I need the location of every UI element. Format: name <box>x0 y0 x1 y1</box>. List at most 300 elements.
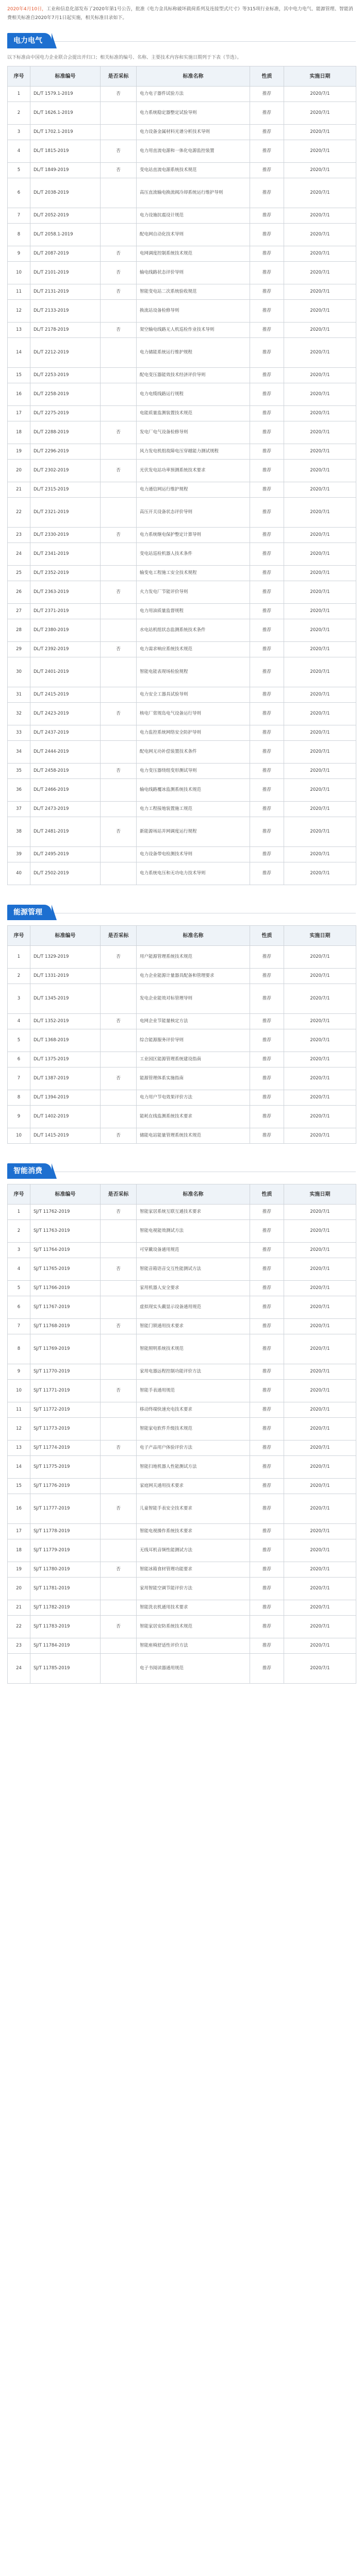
cell-name: 高压开关设备状态评价导则 <box>137 498 250 528</box>
cell-name: 配电网无功补偿装置技术条件 <box>137 741 250 764</box>
cell-index: 6 <box>8 1296 30 1319</box>
cell-type: 推荐 <box>250 1319 284 1334</box>
section-spacer <box>0 1144 363 1153</box>
cell-index: 19 <box>8 1562 30 1578</box>
cell-adopted <box>101 802 137 817</box>
cell-name: 电子产品用户体验评价方法 <box>137 1440 250 1456</box>
cell-index: 5 <box>8 1281 30 1296</box>
cell-code: DL/T 2401-2019 <box>30 657 101 687</box>
table-row <box>8 1364 356 1380</box>
cell-name: 电力设备带电检测技术导则 <box>137 847 250 862</box>
cell-type: 推荐 <box>250 619 284 642</box>
cell-index: 7 <box>8 1319 30 1334</box>
cell-code: DL/T 2253-2019 <box>30 368 101 383</box>
cell-date: 2020/7/1 <box>284 817 356 847</box>
cell-adopted <box>101 368 137 383</box>
cell-date: 2020/7/1 <box>284 1106 356 1128</box>
cell-name: 光伏发电站功率预测系统技术要求 <box>137 460 250 482</box>
cell-adopted <box>101 725 137 741</box>
cell-index: 26 <box>8 581 30 604</box>
cell-date: 2020/7/1 <box>284 208 356 224</box>
column-header: 是否采标 <box>101 66 137 87</box>
table-row <box>8 1578 356 1600</box>
cell-index: 7 <box>8 208 30 224</box>
cell-index: 11 <box>8 284 30 300</box>
cell-type: 推荐 <box>250 1402 284 1418</box>
cell-adopted <box>101 482 137 498</box>
cell-date: 2020/7/1 <box>284 1578 356 1600</box>
cell-date: 2020/7/1 <box>284 1258 356 1281</box>
cell-type: 推荐 <box>250 1067 284 1090</box>
cell-name: 智能电视能效测试方法 <box>137 1220 250 1243</box>
cell-name: 电能质量监测装置技术规范 <box>137 406 250 421</box>
column-header: 标准编号 <box>30 66 101 87</box>
cell-name: 智能门锁通用技术要求 <box>137 1319 250 1334</box>
cell-name: 电力需求响应系统技术规范 <box>137 642 250 657</box>
cell-date: 2020/7/1 <box>284 1029 356 1052</box>
cell-code: SJ/T 11780-2019 <box>30 1562 101 1578</box>
cell-adopted <box>101 566 137 581</box>
cell-adopted: 否 <box>101 1319 137 1334</box>
cell-date: 2020/7/1 <box>284 460 356 482</box>
cell-type: 推荐 <box>250 87 284 102</box>
cell-adopted <box>101 498 137 528</box>
cell-date: 2020/7/1 <box>284 847 356 862</box>
cell-index: 27 <box>8 604 30 619</box>
cell-index: 17 <box>8 1524 30 1539</box>
cell-date: 2020/7/1 <box>284 566 356 581</box>
table-row <box>8 1014 356 1029</box>
cell-type: 推荐 <box>250 1562 284 1578</box>
cell-index: 16 <box>8 1494 30 1524</box>
cell-type: 推荐 <box>250 1654 284 1684</box>
table-row <box>8 246 356 262</box>
cell-code: DL/T 1394-2019 <box>30 1090 101 1106</box>
cell-code: DL/T 2302-2019 <box>30 460 101 482</box>
cell-index: 2 <box>8 969 30 984</box>
table-header-row <box>8 1184 356 1205</box>
cell-date: 2020/7/1 <box>284 1067 356 1090</box>
cell-adopted <box>101 1578 137 1600</box>
cell-code: SJ/T 11762-2019 <box>30 1205 101 1220</box>
column-header: 序号 <box>8 926 30 946</box>
column-header: 标准编号 <box>30 1184 101 1205</box>
cell-name: 水电站机组状态监测系统技术条件 <box>137 619 250 642</box>
table-row <box>8 1052 356 1067</box>
cell-index: 19 <box>8 444 30 460</box>
cell-adopted: 否 <box>101 1128 137 1144</box>
cell-type: 推荐 <box>250 323 284 338</box>
table-row <box>8 969 356 984</box>
table-header-row <box>8 66 356 87</box>
cell-name: 智能扫地机器人性能测试方法 <box>137 1456 250 1479</box>
cell-name: 智能音箱语音交互性能测试方法 <box>137 1258 250 1281</box>
cell-date: 2020/7/1 <box>284 1524 356 1539</box>
cell-adopted: 否 <box>101 421 137 444</box>
cell-type: 推荐 <box>250 1281 284 1296</box>
table-row <box>8 323 356 338</box>
table-row <box>8 87 356 102</box>
standards-table <box>7 66 356 885</box>
cell-name: 工业园区能源管理系统建设指南 <box>137 1052 250 1067</box>
cell-index: 25 <box>8 566 30 581</box>
table-row <box>8 657 356 687</box>
cell-index: 10 <box>8 1380 30 1402</box>
cell-date: 2020/7/1 <box>284 224 356 246</box>
cell-name: 电力电缆线路运行规程 <box>137 383 250 406</box>
intro-text: 工业和信息化部发布了2020年第1号公告，批准《电力金具标称破坏载荷系列及连接型式尺寸》等315项行业标准，其中电力电气、能源管理、智能消费相关标准自2020年7月1日起实施，相关标准目录如下。 <box>7 7 353 21</box>
cell-name: 电力变压器绕组变形测试导则 <box>137 764 250 779</box>
cell-index: 6 <box>8 178 30 208</box>
cell-code: DL/T 2371-2019 <box>30 604 101 619</box>
cell-code: DL/T 2380-2019 <box>30 619 101 642</box>
cell-code: DL/T 2502-2019 <box>30 862 101 885</box>
cell-name: 输电线路状态评价导则 <box>137 262 250 284</box>
cell-adopted: 否 <box>101 284 137 300</box>
cell-adopted: 否 <box>101 1014 137 1029</box>
table-row <box>8 406 356 421</box>
column-header: 实施日期 <box>284 66 356 87</box>
table-row <box>8 1296 356 1319</box>
cell-date: 2020/7/1 <box>284 687 356 703</box>
cell-adopted <box>101 224 137 246</box>
table-row <box>8 817 356 847</box>
cell-type: 推荐 <box>250 566 284 581</box>
table-row <box>8 1205 356 1220</box>
table-row <box>8 482 356 498</box>
section-header <box>7 902 356 920</box>
cell-adopted <box>101 1220 137 1243</box>
cell-name: 新能源场站并网调度运行规程 <box>137 817 250 847</box>
cell-name: 智能座椅舒适性评价方法 <box>137 1638 250 1654</box>
cell-adopted <box>101 969 137 984</box>
cell-adopted: 否 <box>101 764 137 779</box>
column-header: 序号 <box>8 66 30 87</box>
cell-name: 用户能源管理系统技术规范 <box>137 946 250 969</box>
cell-type: 推荐 <box>250 300 284 323</box>
cell-adopted <box>101 1334 137 1364</box>
cell-index: 4 <box>8 140 30 163</box>
cell-code: DL/T 2315-2019 <box>30 482 101 498</box>
cell-type: 推荐 <box>250 1456 284 1479</box>
cell-date: 2020/7/1 <box>284 1220 356 1243</box>
cell-adopted: 否 <box>101 163 137 178</box>
table-row <box>8 566 356 581</box>
column-header: 实施日期 <box>284 1184 356 1205</box>
cell-type: 推荐 <box>250 969 284 984</box>
cell-date: 2020/7/1 <box>284 1128 356 1144</box>
cell-date: 2020/7/1 <box>284 1296 356 1319</box>
table-row <box>8 1334 356 1364</box>
cell-type: 推荐 <box>250 1479 284 1494</box>
table-row <box>8 1600 356 1616</box>
cell-index: 18 <box>8 421 30 444</box>
cell-index: 3 <box>8 125 30 140</box>
cell-type: 推荐 <box>250 338 284 368</box>
cell-name: 变电站巡检机器人技术条件 <box>137 543 250 566</box>
cell-name: 能耗在线监测系统技术要求 <box>137 1106 250 1128</box>
cell-index: 13 <box>8 1440 30 1456</box>
cell-date: 2020/7/1 <box>284 498 356 528</box>
cell-index: 8 <box>8 1090 30 1106</box>
cell-date: 2020/7/1 <box>284 1638 356 1654</box>
cell-adopted: 否 <box>101 642 137 657</box>
cell-code: DL/T 2178-2019 <box>30 323 101 338</box>
cell-index: 4 <box>8 1258 30 1281</box>
cell-index: 30 <box>8 657 30 687</box>
table-row <box>8 687 356 703</box>
cell-code: DL/T 1702.1-2019 <box>30 125 101 140</box>
table-row <box>8 619 356 642</box>
cell-date: 2020/7/1 <box>284 421 356 444</box>
standards-table <box>7 1184 356 1684</box>
cell-type: 推荐 <box>250 1494 284 1524</box>
cell-code: DL/T 2296-2019 <box>30 444 101 460</box>
cell-date: 2020/7/1 <box>284 323 356 338</box>
intro-paragraph <box>7 5 356 23</box>
cell-code: DL/T 1368-2019 <box>30 1029 101 1052</box>
cell-code: DL/T 2458-2019 <box>30 764 101 779</box>
cell-name: 能源管理体系实施指南 <box>137 1067 250 1090</box>
cell-code: DL/T 1415-2019 <box>30 1128 101 1144</box>
cell-adopted <box>101 125 137 140</box>
cell-type: 推荐 <box>250 163 284 178</box>
cell-date: 2020/7/1 <box>284 1380 356 1402</box>
cell-adopted: 否 <box>101 1258 137 1281</box>
cell-index: 34 <box>8 741 30 764</box>
cell-adopted: 否 <box>101 703 137 725</box>
table-row <box>8 498 356 528</box>
table-row <box>8 642 356 657</box>
cell-index: 5 <box>8 1029 30 1052</box>
cell-date: 2020/7/1 <box>284 338 356 368</box>
cell-code: SJ/T 11783-2019 <box>30 1616 101 1638</box>
cell-date: 2020/7/1 <box>284 1440 356 1456</box>
section-tag: 智能消费 <box>7 1163 52 1179</box>
table-row <box>8 741 356 764</box>
cell-type: 推荐 <box>250 984 284 1014</box>
cell-date: 2020/7/1 <box>284 1456 356 1479</box>
cell-date: 2020/7/1 <box>284 969 356 984</box>
cell-adopted: 否 <box>101 460 137 482</box>
cell-index: 22 <box>8 1616 30 1638</box>
table-row <box>8 1029 356 1052</box>
cell-adopted <box>101 406 137 421</box>
cell-code: DL/T 1345-2019 <box>30 984 101 1014</box>
cell-index: 28 <box>8 619 30 642</box>
cell-type: 推荐 <box>250 284 284 300</box>
cell-name: 电力设备金属材料光谱分析技术导则 <box>137 125 250 140</box>
cell-type: 推荐 <box>250 1014 284 1029</box>
cell-date: 2020/7/1 <box>284 725 356 741</box>
cell-name: 配电变压器能效技术经济评价导则 <box>137 368 250 383</box>
table-row <box>8 1281 356 1296</box>
table-row <box>8 604 356 619</box>
cell-type: 推荐 <box>250 421 284 444</box>
cell-code: SJ/T 11770-2019 <box>30 1364 101 1380</box>
cell-type: 推荐 <box>250 862 284 885</box>
table-row <box>8 1106 356 1128</box>
cell-adopted <box>101 178 137 208</box>
cell-code: DL/T 2415-2019 <box>30 687 101 703</box>
section-note: 以下标准由中国电力企业联合会提出并归口；相关标准的编号、名称、主要技术内容和实施日期列于下表（节选）。 <box>7 55 242 60</box>
table-row <box>8 1654 356 1684</box>
table-row <box>8 1616 356 1638</box>
table-row <box>8 383 356 406</box>
cell-name: 电力通信网运行维护规程 <box>137 482 250 498</box>
cell-date: 2020/7/1 <box>284 1562 356 1578</box>
cell-type: 推荐 <box>250 1029 284 1052</box>
cell-adopted <box>101 619 137 642</box>
cell-code: SJ/T 11773-2019 <box>30 1418 101 1440</box>
cell-code: SJ/T 11785-2019 <box>30 1654 101 1684</box>
cell-code: DL/T 2087-2019 <box>30 246 101 262</box>
table-row <box>8 802 356 817</box>
table-row <box>8 1402 356 1418</box>
cell-index: 21 <box>8 482 30 498</box>
cell-adopted <box>101 208 137 224</box>
cell-type: 推荐 <box>250 383 284 406</box>
cell-index: 13 <box>8 323 30 338</box>
cell-adopted: 否 <box>101 323 137 338</box>
section-divider <box>7 41 356 42</box>
cell-adopted <box>101 687 137 703</box>
cell-name: 电子书阅读器通用规范 <box>137 1654 250 1684</box>
cell-adopted <box>101 1654 137 1684</box>
cell-name: 高压直流输电换流阀冷却系统运行维护导则 <box>137 178 250 208</box>
cell-type: 推荐 <box>250 703 284 725</box>
cell-index: 10 <box>8 262 30 284</box>
cell-type: 推荐 <box>250 802 284 817</box>
cell-adopted <box>101 1243 137 1258</box>
cell-type: 推荐 <box>250 1220 284 1243</box>
cell-index: 36 <box>8 779 30 802</box>
cell-adopted: 否 <box>101 528 137 543</box>
column-header: 标准名称 <box>137 1184 250 1205</box>
cell-code: SJ/T 11774-2019 <box>30 1440 101 1456</box>
cell-code: DL/T 1626.1-2019 <box>30 102 101 125</box>
cell-code: SJ/T 11769-2019 <box>30 1334 101 1364</box>
cell-type: 推荐 <box>250 1128 284 1144</box>
section-spacer <box>0 1684 363 1693</box>
cell-name: 智能洗衣机通用技术要求 <box>137 1600 250 1616</box>
table-header-row <box>8 926 356 946</box>
cell-date: 2020/7/1 <box>284 779 356 802</box>
cell-type: 推荐 <box>250 444 284 460</box>
cell-date: 2020/7/1 <box>284 1539 356 1562</box>
table-row <box>8 764 356 779</box>
cell-adopted <box>101 1638 137 1654</box>
cell-type: 推荐 <box>250 1205 284 1220</box>
cell-code: DL/T 2481-2019 <box>30 817 101 847</box>
cell-date: 2020/7/1 <box>284 444 356 460</box>
intro-date: 2020年4月10日， <box>7 7 47 12</box>
column-header: 是否采标 <box>101 926 137 946</box>
cell-type: 推荐 <box>250 224 284 246</box>
cell-code: DL/T 2058.1-2019 <box>30 224 101 246</box>
cell-adopted: 否 <box>101 140 137 163</box>
cell-index: 7 <box>8 1067 30 1090</box>
table-row <box>8 779 356 802</box>
cell-code: SJ/T 11784-2019 <box>30 1638 101 1654</box>
cell-date: 2020/7/1 <box>284 406 356 421</box>
cell-name: 核电厂常规岛电气设备运行导则 <box>137 703 250 725</box>
cell-type: 推荐 <box>250 1334 284 1364</box>
cell-code: DL/T 2101-2019 <box>30 262 101 284</box>
cell-date: 2020/7/1 <box>284 482 356 498</box>
cell-index: 9 <box>8 246 30 262</box>
cell-name: 电力用户节电效果评价方法 <box>137 1090 250 1106</box>
cell-code: SJ/T 11765-2019 <box>30 1258 101 1281</box>
cell-date: 2020/7/1 <box>284 984 356 1014</box>
cell-adopted <box>101 604 137 619</box>
cell-index: 29 <box>8 642 30 657</box>
cell-code: SJ/T 11777-2019 <box>30 1494 101 1524</box>
cell-type: 推荐 <box>250 1052 284 1067</box>
cell-type: 推荐 <box>250 847 284 862</box>
table-row <box>8 368 356 383</box>
cell-date: 2020/7/1 <box>284 125 356 140</box>
cell-name: 风力发电机组故障电压穿越能力测试规程 <box>137 444 250 460</box>
table-row <box>8 1243 356 1258</box>
table-row <box>8 444 356 460</box>
cell-name: 电力用油质量监督规程 <box>137 604 250 619</box>
cell-code: DL/T 2341-2019 <box>30 543 101 566</box>
cell-type: 推荐 <box>250 1364 284 1380</box>
cell-code: SJ/T 11766-2019 <box>30 1281 101 1296</box>
column-header: 性质 <box>250 926 284 946</box>
cell-index: 9 <box>8 1106 30 1128</box>
cell-date: 2020/7/1 <box>284 1402 356 1418</box>
cell-type: 推荐 <box>250 1578 284 1600</box>
cell-adopted <box>101 300 137 323</box>
cell-type: 推荐 <box>250 1418 284 1440</box>
cell-adopted <box>101 657 137 687</box>
table-row <box>8 125 356 140</box>
cell-code: DL/T 2288-2019 <box>30 421 101 444</box>
cell-index: 17 <box>8 406 30 421</box>
cell-type: 推荐 <box>250 642 284 657</box>
cell-adopted: 否 <box>101 87 137 102</box>
table-row <box>8 262 356 284</box>
cell-date: 2020/7/1 <box>284 528 356 543</box>
cell-adopted <box>101 1402 137 1418</box>
table-row <box>8 338 356 368</box>
table-row <box>8 178 356 208</box>
cell-adopted: 否 <box>101 262 137 284</box>
cell-name: 虚拟现实头戴显示设备通用规范 <box>137 1296 250 1319</box>
cell-code: DL/T 2444-2019 <box>30 741 101 764</box>
cell-name: 综合能源服务评价导则 <box>137 1029 250 1052</box>
cell-date: 2020/7/1 <box>284 543 356 566</box>
cell-code: DL/T 1387-2019 <box>30 1067 101 1090</box>
cell-name: 换流站设备检修导则 <box>137 300 250 323</box>
column-header: 标准名称 <box>137 66 250 87</box>
cell-index: 40 <box>8 862 30 885</box>
cell-name: 儿童智能手表安全技术要求 <box>137 1494 250 1524</box>
table-row <box>8 1090 356 1106</box>
cell-code: DL/T 2473-2019 <box>30 802 101 817</box>
cell-date: 2020/7/1 <box>284 1418 356 1440</box>
cell-adopted <box>101 1106 137 1128</box>
cell-index: 23 <box>8 1638 30 1654</box>
cell-date: 2020/7/1 <box>284 619 356 642</box>
cell-code: DL/T 2330-2019 <box>30 528 101 543</box>
cell-name: 电力监控系统网络安全防护导则 <box>137 725 250 741</box>
cell-adopted <box>101 1029 137 1052</box>
cell-type: 推荐 <box>250 1524 284 1539</box>
cell-name: 智能家电软件升级技术规范 <box>137 1418 250 1440</box>
